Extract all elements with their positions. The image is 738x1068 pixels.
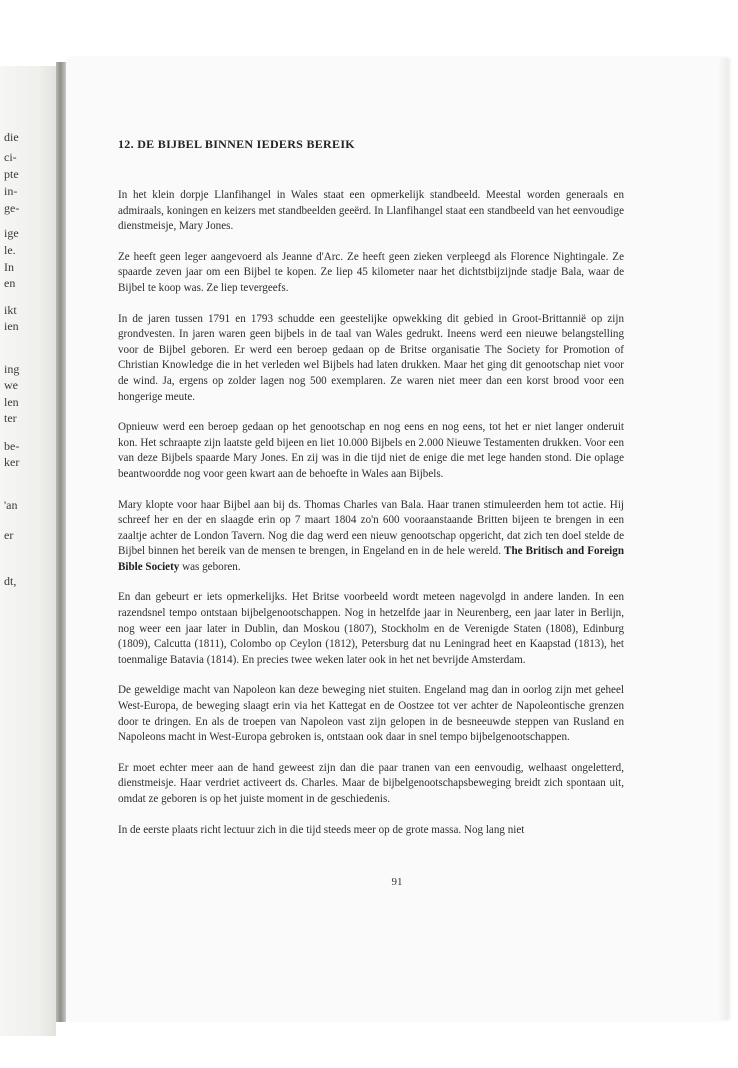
page-content	[118, 137, 624, 853]
paragraph: En dan gebeurt er iets opmerkelijks. Het Britse voorbeeld wordt meteen nagevolgd in andere landen. In een razendsnel tempo ontstaan bijbelgenootschappen. Nog in hetzelfde jaar in Neurenberg, een jaar later in Berlijn, nog weer een jaar later in Dublin, dan Moskou (1807), Stockholm en de Verenigde Staten (1808), Edinburg (1809), Calcutta (1811), Colombo op Ceylon (1812), Petersburg dat nu Leningrad heet en Kaapstad (1813), het toenmalige Batavia (1814). En precies twee weken later ook in het net bevrijde Amsterdam.	[118, 591, 624, 666]
left-page-fragment: pte	[4, 167, 19, 181]
paragraph: De geweldige macht van Napoleon kan deze beweging niet stuiten. Engeland mag dan in oorlog zijn met geheel West-Europa, de beweging slaagt erin via het Kattegat en de Oostzee tot ver achter de Napoleontische grenzen door te dringen. En als de troepen van Napoleon vast zijn gelopen in de besneeuwde steppen van Rusland en Napoleons macht in West-Europa gebroken is, ontstaan ook daar in snel tempo bijbelgenootschappen.	[118, 684, 624, 744]
society-name-emphasis: The Britisch and Foreign Bible Society	[118, 545, 624, 573]
left-page-fragment: len	[4, 395, 19, 409]
left-page-fragment: we	[4, 378, 18, 392]
left-page-fragment: le.	[4, 243, 16, 257]
left-page-fragment: ige	[4, 226, 19, 240]
left-page-fragment: ien	[4, 319, 19, 333]
left-page-fragment: be-	[4, 439, 20, 453]
left-page-edge	[0, 66, 56, 1036]
page-number: 91	[391, 876, 403, 888]
paragraph: In de eerste plaats richt lectuur zich in die tijd steeds meer op de grote massa. Nog lang niet	[118, 823, 525, 836]
paragraph-text: Mary klopte voor haar Bijbel aan bij ds. Thomas Charles van Bala. Haar tranen stimuleerden hem tot actie. Hij schreef her en der en slaagde erin op 7 maart 1804 zo'n 600 vooraanstaande Britten bijeen te brengen in een zaaltje achter de London Tavern. Nog die dag werd een nieuw genootschap opgericht, dat zich ten doel stelde de Bijbel binnen het bereik van de mensen te brengen, in Engeland en in de hele wereld.	[118, 498, 624, 558]
paragraph-text-tail: was geboren.	[179, 560, 241, 573]
left-page-fragment: ci-	[4, 150, 17, 164]
left-page-fragment: ikt	[4, 303, 17, 317]
left-page-fragment: ge-	[4, 201, 20, 215]
paragraph: Opnieuw werd een beroep gedaan op het genootschap en nog eens en nog eens, tot het er niet langer onderuit kon. Het schraapte zijn laatste geld bijeen en liet 10.000 Bijbels en 2.000 Nieuwe Testamenten drukken. Voor een van deze Bijbels spaarde Mary Jones. En zij was in die tijd niet de enige die met lege handen stond. Die oplage beantwoordde nog voor geen kwart aan de behoefte in Wales aan Bijbels.	[118, 421, 624, 480]
left-page-fragment: en	[4, 276, 16, 290]
left-page-fragment: 'an	[4, 498, 18, 512]
left-page-fragment: er	[4, 528, 14, 542]
book-page	[66, 58, 728, 1020]
paragraph: In de jaren tussen 1791 en 1793 schudde een geestelijke opwekking dit gebied in Groot-Brittannië op zijn grondvesten. In jaren waren geen bijbels in de taal van Wales gedrukt. Ineens werd een nieuwe belangstelling voor de Bijbel geboren. Er werd een beroep gedaan op de Britse organisatie The Society for Promotion of Christian Knowledge die in het verleden wel Bijbels had laten drukken. Maar het ging dit genootschap niet voor de wind. Ja, ergens op zolder lagen nog 500 exemplaren. Ze waren niet meer dan een korst brood voor een hongerige meute.	[118, 312, 624, 403]
left-page-fragment: die	[4, 130, 19, 144]
chapter-title: 12. DE BIJBEL BINNEN IEDERS BEREIK	[118, 137, 355, 151]
paragraph	[118, 498, 624, 576]
book-gutter	[56, 62, 66, 1022]
left-page-fragment: dt,	[4, 574, 17, 588]
left-page-fragment: in-	[4, 184, 18, 198]
paragraph: Ze heeft geen leger aangevoerd als Jeanne d'Arc. Ze heeft geen zieken verpleegd als Florence Nightingale. Ze spaarde zeven jaar om een Bijbel te kopen. Ze liep 45 kilometer naar het dichtstbijzijnde stadje Bala, waar de Bijbel te koop was. Ze liep tevergeefs.	[118, 250, 624, 294]
left-page-fragment: ker	[4, 455, 20, 469]
paragraph: Er moet echter meer aan de hand geweest zijn dan die paar tranen van een eenvoudig, welhaast ongeletterd, dienstmeisje. Haar verdriet activeert ds. Charles. Maar de bijbelgenootschapsbeweging breidt zich spontaan uit, omdat ze geboren is op het juiste moment in de geschiedenis.	[118, 761, 624, 805]
left-page-fragment: In	[4, 260, 14, 274]
paragraph: In het klein dorpje Llanfihangel in Wales staat een opmerkelijk standbeeld. Meestal worden generaals en admiraals, koningen en keizers met standbeelden geeërd. In Llanfihangel staat een standbeeld van het eenvoudige dienstmeisje, Mary Jones.	[118, 189, 624, 233]
left-page-fragment: ing	[4, 362, 20, 376]
left-page-fragment: ter	[4, 411, 17, 425]
